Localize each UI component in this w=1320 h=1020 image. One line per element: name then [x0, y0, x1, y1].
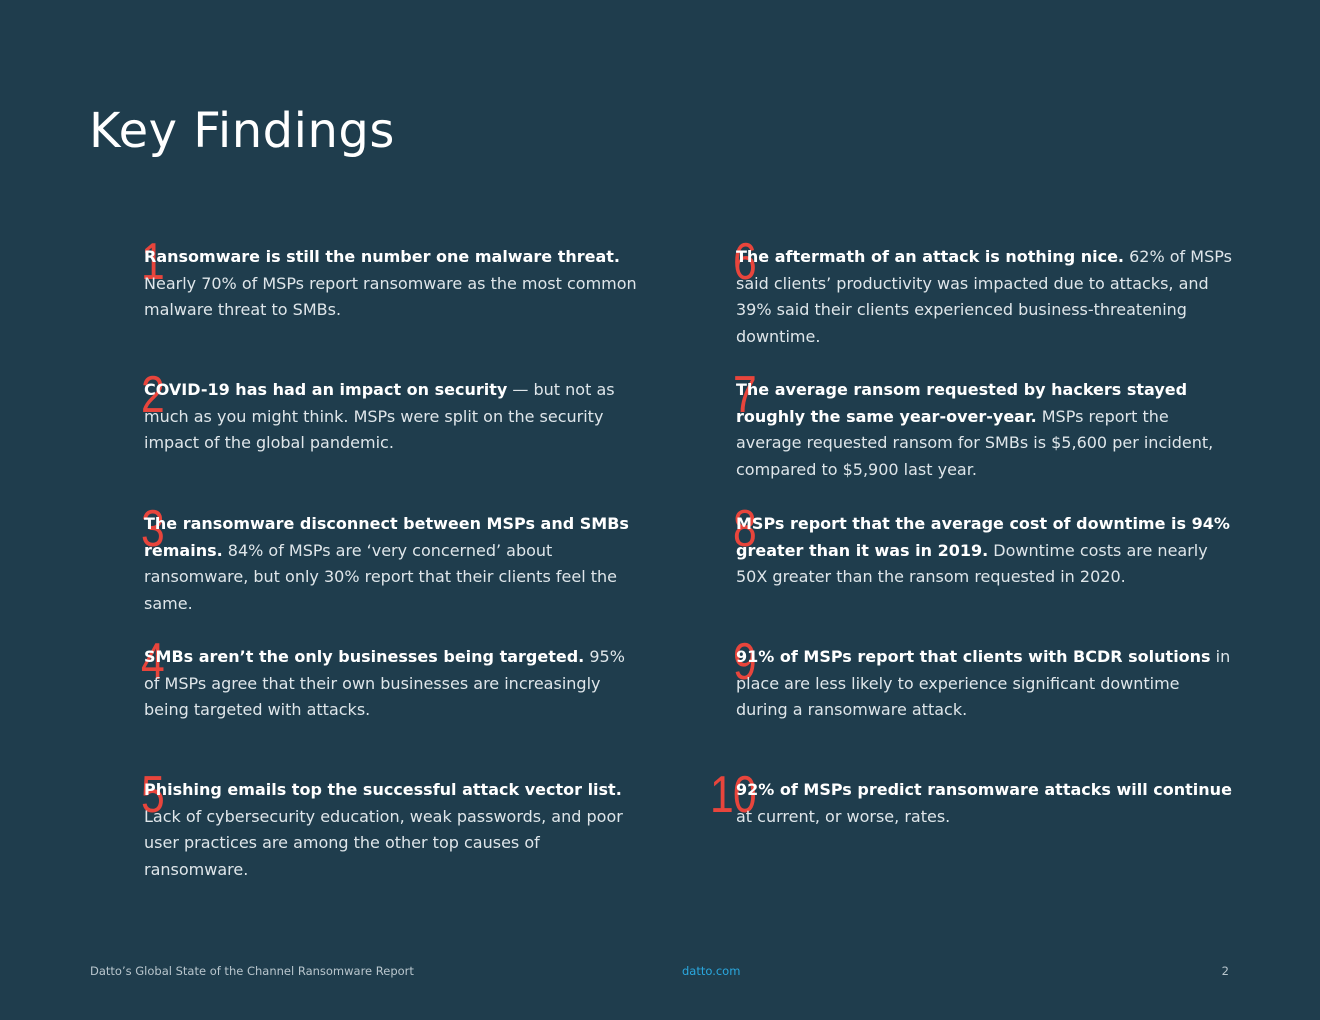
finding-headline: MSPs report that the average cost of downtime is 94% greater than it was in 2019. [736, 514, 1230, 560]
finding-headline: COVID-19 has had an impact on security [144, 380, 508, 399]
finding-headline: The ransomware disconnect between MSPs and SMBs remains. [144, 514, 629, 560]
finding-number: 2 [141, 366, 164, 424]
finding-number: 5 [141, 766, 164, 824]
page-title: Key Findings [89, 103, 395, 159]
finding-body: 95% of MSPs agree that their own businesses are increasingly being targeted with attacks. [144, 647, 625, 720]
footer-page-number: 2 [1221, 964, 1229, 978]
finding-headline: The aftermath of an attack is nothing nice. [736, 247, 1125, 266]
finding-number: 1 [141, 233, 164, 291]
finding-body: Downtime costs are nearly 50X greater than the ransom requested in 2020. [736, 540, 1208, 587]
finding-headline: 91% of MSPs report that clients with BCDR solutions [736, 647, 1211, 666]
finding-body: — but not as much as you might think. MSPs were split on the security impact of the global pandemic. [144, 380, 615, 453]
finding-text [144, 511, 644, 618]
finding-text [144, 777, 644, 884]
finding-number: 10 [710, 766, 756, 824]
finding-body: 62% of MSPs said clients’ productivity was impacted due to attacks, and 39% said their clients experienced business-threatening downtime. [736, 247, 1232, 347]
finding-text [144, 244, 644, 324]
finding-headline: 92% of MSPs predict ransomware attacks will continue [736, 780, 1232, 799]
finding-text [736, 777, 1236, 830]
finding-text [736, 377, 1236, 484]
finding-text [736, 244, 1236, 351]
finding-body: at current, or worse, rates. [736, 806, 951, 826]
finding-number: 7 [733, 366, 756, 424]
finding-text [736, 644, 1236, 724]
finding-body: 84% of MSPs are ‘very concerned’ about ransomware, but only 30% report that their clients feel the same. [144, 540, 617, 614]
finding-text [144, 644, 644, 724]
finding-body: in place are less likely to experience significant downtime during a ransomware attack. [736, 647, 1231, 720]
finding-number: 6 [733, 233, 756, 291]
finding-headline: SMBs aren’t the only businesses being targeted. [144, 647, 585, 666]
finding-body: MSPs report the average requested ransom for SMBs is $5,600 per incident, compared to $5,900 last year. [736, 406, 1214, 480]
finding-number: 8 [733, 500, 756, 558]
finding-text [736, 511, 1236, 591]
finding-number: 3 [141, 500, 164, 558]
finding-headline: Phishing emails top the successful attack vector list. [144, 780, 622, 799]
finding-text [144, 377, 644, 457]
finding-headline: The average ransom requested by hackers stayed roughly the same year-over-year. [736, 380, 1188, 426]
footer-report-name: Datto’s Global State of the Channel Ransomware Report [90, 964, 414, 978]
finding-number: 4 [141, 633, 164, 691]
finding-headline: Ransomware is still the number one malware threat. [144, 247, 620, 266]
finding-number: 9 [733, 633, 756, 691]
footer-website-link[interactable]: datto.com [682, 964, 741, 978]
finding-body: Lack of cybersecurity education, weak passwords, and poor user practices are among the other top causes of ransomware. [144, 806, 623, 880]
finding-body: Nearly 70% of MSPs report ransomware as the most common malware threat to SMBs. [144, 273, 637, 320]
